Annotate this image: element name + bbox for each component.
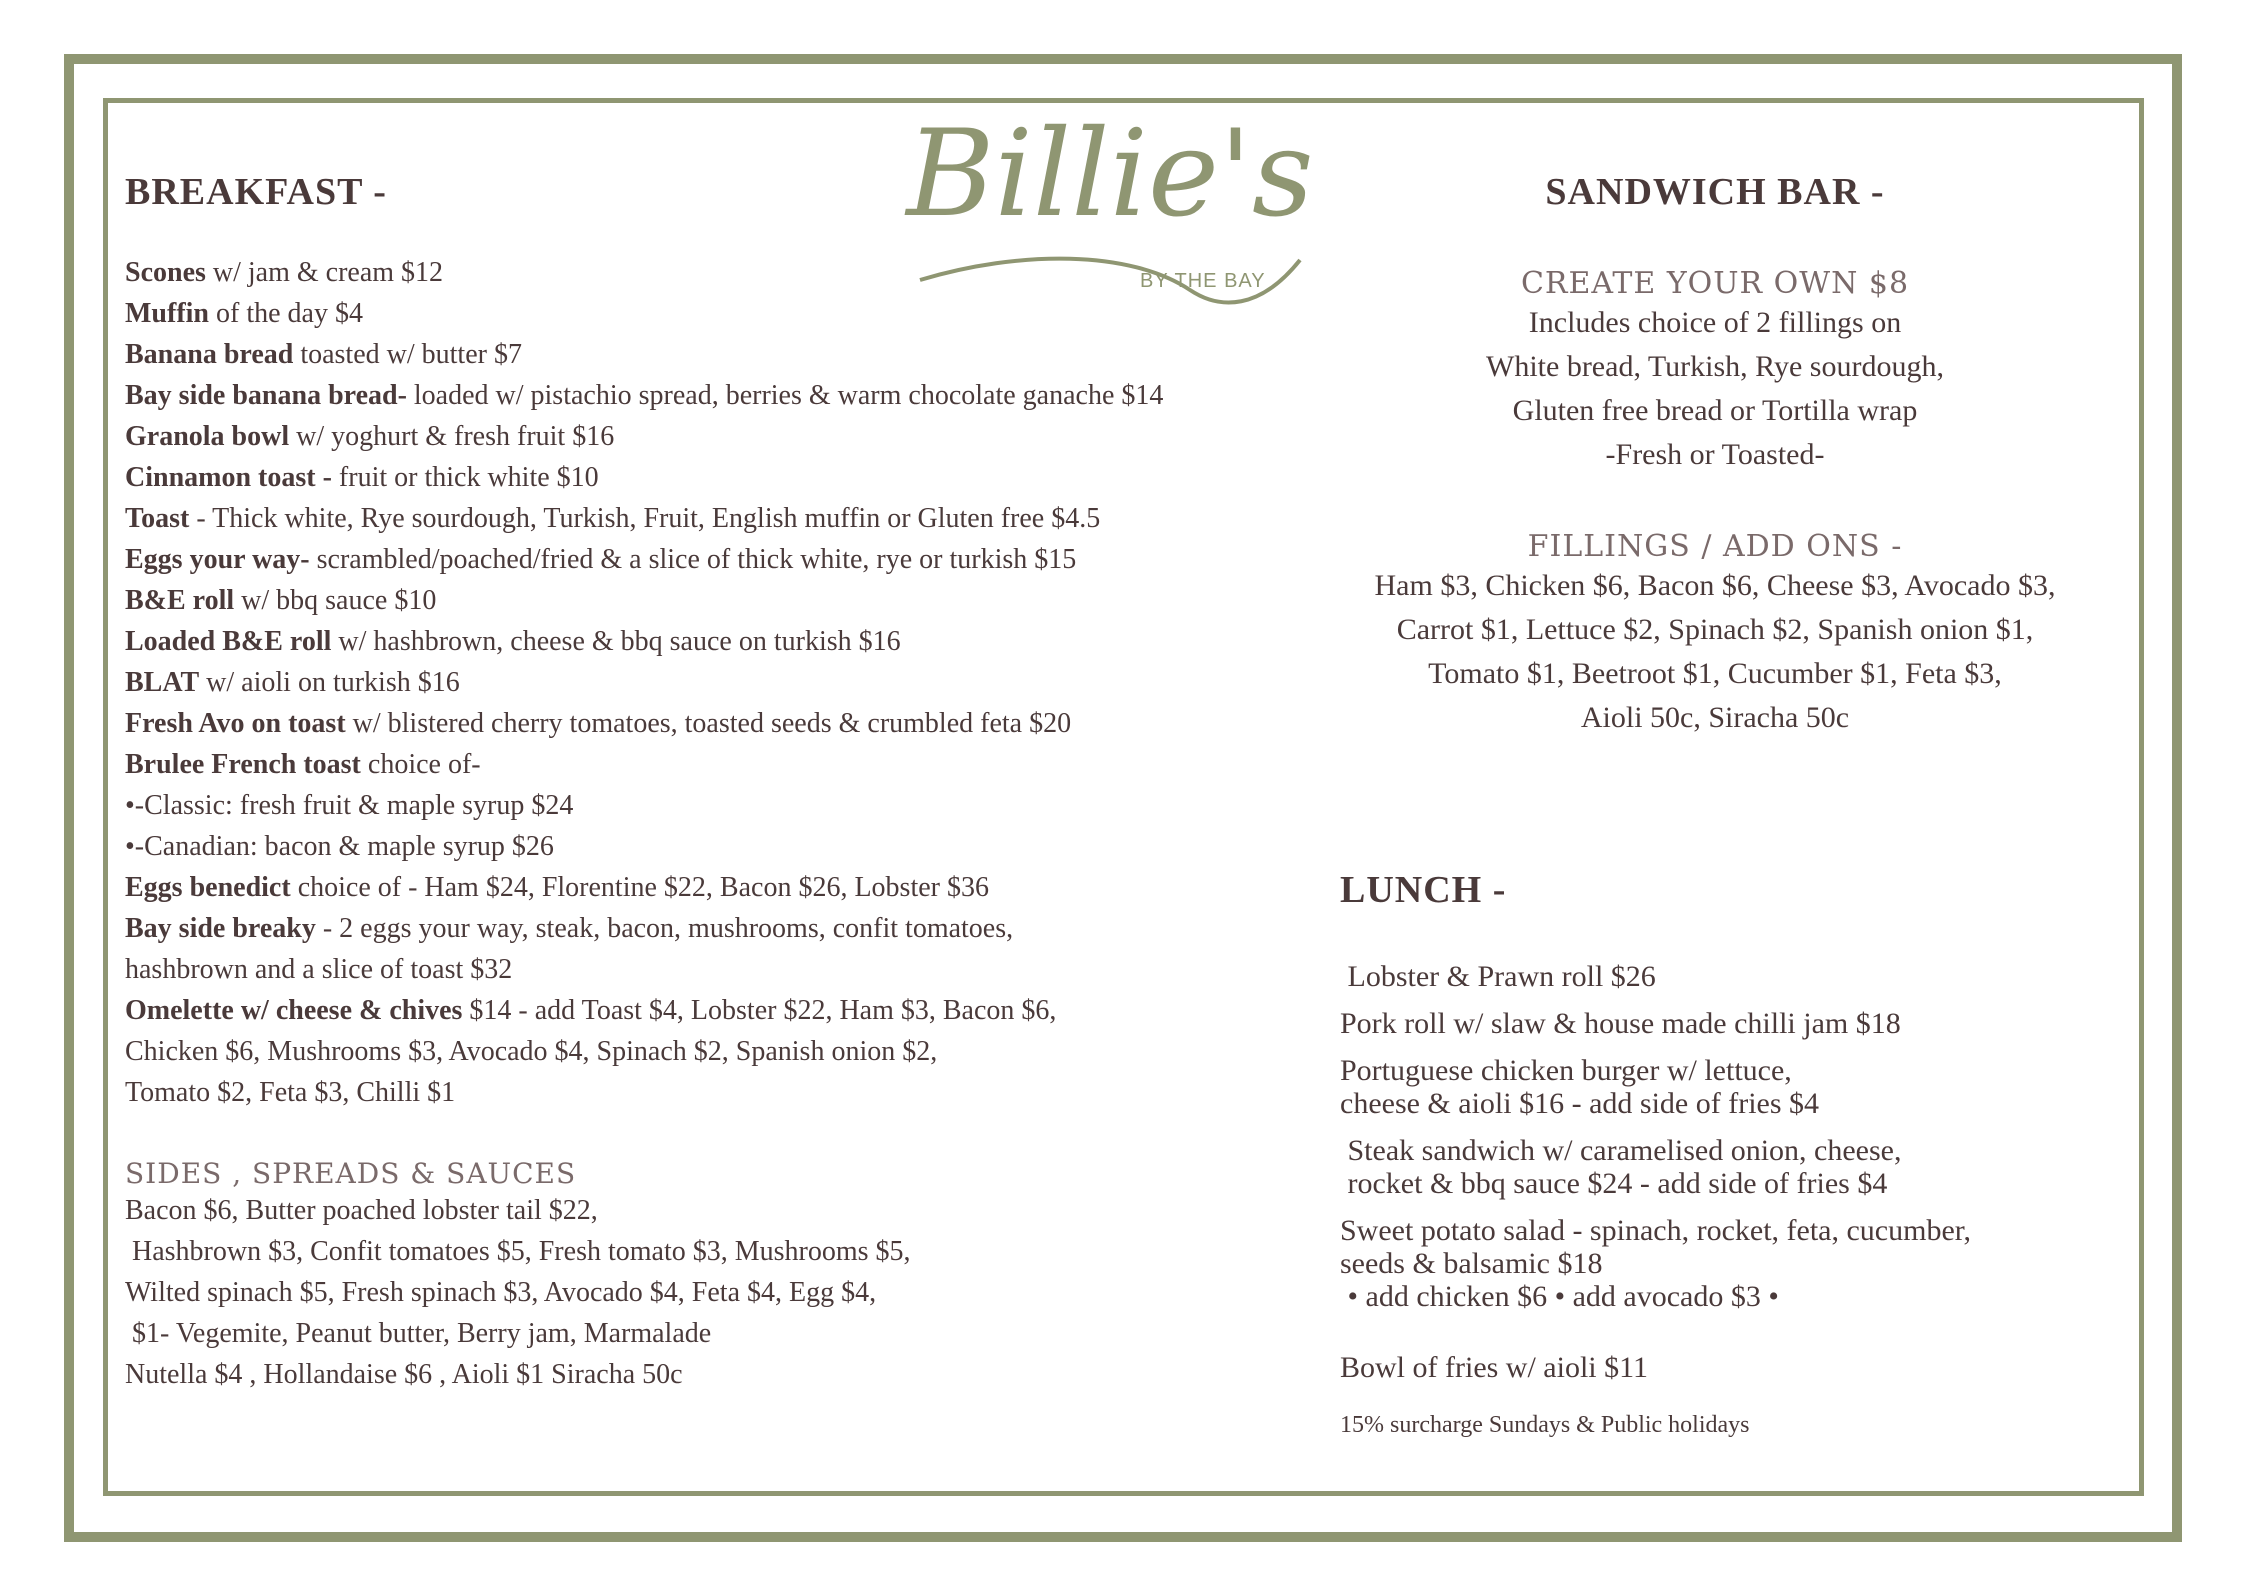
breakfast-item-name: Omelette w/ cheese & chives — [125, 995, 463, 1026]
breakfast-item-name: Brulee French toast — [125, 749, 361, 780]
breakfast-item — [125, 539, 1305, 580]
fillings-list — [1320, 564, 2110, 740]
breakfast-item — [125, 580, 1305, 621]
breakfast-item — [125, 949, 1305, 990]
breakfast-item — [125, 293, 1305, 334]
breakfast-item-name: BLAT — [125, 667, 200, 698]
filling-line: Aioli 50c, Siracha 50c — [1580, 701, 1850, 734]
breakfast-heading: BREAKFAST - — [125, 171, 387, 213]
lunch-item-line: • add chicken $6 • add avocado $3 • — [1340, 1280, 1779, 1313]
breakfast-item — [125, 1072, 1305, 1113]
lunch-item-line: cheese & aioli $16 - add side of fries $4 — [1340, 1087, 1820, 1120]
lunch-item-line: Lobster & Prawn roll $26 — [1340, 960, 1656, 993]
breakfast-list — [125, 252, 1305, 1113]
surcharge-note: 15% surcharge Sundays & Public holidays — [1340, 1412, 1750, 1438]
breakfast-item — [125, 498, 1305, 539]
sides-line: $1- Vegemite, Peanut butter, Berry jam, Marmalade — [125, 1318, 712, 1349]
breakfast-item — [125, 416, 1305, 457]
sandwich-heading: SANDWICH BAR - — [1545, 171, 1885, 213]
filling-line: Ham $3, Chicken $6, Bacon $6, Cheese $3, Avocado $3, — [1374, 569, 2056, 602]
create-line: White bread, Turkish, Rye sourdough, — [1486, 350, 1944, 383]
breakfast-item-name: Scones — [125, 257, 206, 288]
lunch-item-line: rocket & bbq sauce $24 - add side of fries $4 — [1340, 1167, 1888, 1200]
lunch-item-line: seeds & balsamic $18 — [1340, 1247, 1603, 1280]
breakfast-item — [125, 621, 1305, 662]
breakfast-item-detail: Tomato $2, Feta $3, Chilli $1 — [125, 1077, 456, 1108]
breakfast-item-detail: w/ blistered cherry tomatoes, toasted seeds & crumbled feta $20 — [345, 708, 1072, 739]
breakfast-item-name: Fresh Avo on toast — [125, 708, 346, 739]
breakfast-item-name: Eggs your way- — [125, 544, 310, 575]
logo-name: Billie's — [906, 105, 1314, 244]
breakfast-item — [125, 990, 1305, 1031]
logo-tagline: BY THE BAY — [1140, 270, 1266, 292]
lunch-heading: LUNCH - — [1340, 869, 1507, 911]
breakfast-item — [125, 375, 1305, 416]
breakfast-item-name: Bay side breaky — [125, 913, 316, 944]
filling-line: Tomato $1, Beetroot $1, Cucumber $1, Feta $3, — [1428, 657, 2002, 690]
breakfast-item-detail: toasted w/ butter $7 — [293, 339, 522, 370]
breakfast-item — [125, 785, 1305, 826]
fillings-title: FILLINGS / ADD ONS - — [1527, 529, 1903, 564]
lunch-item-line: Steak sandwich w/ caramelised onion, cheese, — [1340, 1134, 1902, 1167]
breakfast-item-name: Granola bowl — [125, 421, 290, 452]
breakfast-item-detail: hashbrown and a slice of toast $32 — [125, 954, 513, 985]
sides-line: Hashbrown $3, Confit tomatoes $5, Fresh tomato $3, Mushrooms $5, — [125, 1236, 911, 1267]
filling-line: Carrot $1, Lettuce $2, Spinach $2, Spanish onion $1, — [1396, 613, 2034, 646]
lunch-item — [1340, 1134, 2120, 1200]
breakfast-item-detail: •-Classic: fresh fruit & maple syrup $24 — [125, 790, 574, 821]
lunch-item — [1340, 1214, 2120, 1313]
sides-line: Bacon $6, Butter poached lobster tail $22, — [125, 1195, 598, 1226]
breakfast-item-name: Banana bread — [125, 339, 294, 370]
breakfast-item-detail: choice of - Ham $24, Florentine $22, Bacon $26, Lobster $36 — [290, 872, 989, 903]
breakfast-item — [125, 744, 1305, 785]
breakfast-item-detail: w/ hashbrown, cheese & bbq sauce on turkish $16 — [331, 626, 901, 657]
lunch-item — [1340, 1054, 2120, 1120]
sides-line: Wilted spinach $5, Fresh spinach $3, Avocado $4, Feta $4, Egg $4, — [125, 1277, 877, 1308]
breakfast-item-detail: w/ jam & cream $12 — [205, 257, 444, 288]
create-line: Includes choice of 2 fillings on — [1528, 306, 1902, 339]
lunch-item-line: Portuguese chicken burger w/ lettuce, — [1340, 1054, 1792, 1087]
breakfast-item — [125, 908, 1305, 949]
lunch-section — [1340, 868, 2120, 1439]
lunch-item — [1340, 1351, 2120, 1384]
breakfast-item-detail: w/ bbq sauce $10 — [234, 585, 437, 616]
create-your-own-title: CREATE YOUR OWN $8 — [1520, 266, 1910, 301]
create-line: Gluten free bread or Tortilla wrap — [1512, 394, 1918, 427]
lunch-item-line: Sweet potato salad - spinach, rocket, feta, cucumber, — [1340, 1214, 1972, 1247]
lunch-item-line: Pork roll w/ slaw & house made chilli jam $18 — [1340, 1007, 1901, 1040]
breakfast-item-detail: w/ aioli on turkish $16 — [199, 667, 460, 698]
sides-line: Nutella $4 , Hollandaise $6 , Aioli $1 Siracha 50c — [125, 1359, 683, 1390]
sides-heading: SIDES , SPREADS & SAUCES — [125, 1157, 577, 1190]
breakfast-item-detail: Chicken $6, Mushrooms $3, Avocado $4, Spinach $2, Spanish onion $2, — [125, 1036, 938, 1067]
breakfast-item-detail: - Thick white, Rye sourdough, Turkish, Fruit, English muffin or Gluten free $4.5 — [189, 503, 1101, 534]
breakfast-item — [125, 703, 1305, 744]
breakfast-item-detail: - 2 eggs your way, steak, bacon, mushrooms, confit tomatoes, — [315, 913, 1014, 944]
lunch-item — [1340, 960, 2120, 993]
breakfast-item — [125, 334, 1305, 375]
breakfast-item-detail: fruit or thick white $10 — [331, 462, 599, 493]
breakfast-item-detail: scrambled/poached/fried & a slice of thick white, rye or turkish $15 — [309, 544, 1077, 575]
breakfast-item — [125, 826, 1305, 867]
breakfast-item — [125, 252, 1305, 293]
lunch-item — [1340, 1007, 2120, 1040]
breakfast-item-detail: w/ yoghurt & fresh fruit $16 — [289, 421, 615, 452]
breakfast-item — [125, 1031, 1305, 1072]
breakfast-item-detail: of the day $4 — [209, 298, 363, 329]
breakfast-item-name: Loaded B&E roll — [125, 626, 332, 657]
breakfast-item — [125, 457, 1305, 498]
breakfast-item-name: Cinnamon toast - — [125, 462, 332, 493]
sides-list — [125, 1190, 1305, 1395]
lunch-list — [1340, 960, 2120, 1384]
breakfast-item — [125, 662, 1305, 703]
breakfast-item-name: Bay side banana bread- — [125, 380, 407, 411]
lunch-item-line: Bowl of fries w/ aioli $11 — [1340, 1351, 1649, 1384]
breakfast-item — [125, 867, 1305, 908]
breakfast-item-detail: •-Canadian: bacon & maple syrup $26 — [125, 831, 554, 862]
create-your-own-list — [1320, 301, 2110, 477]
breakfast-item-name: B&E roll — [125, 585, 235, 616]
breakfast-item-name: Toast — [125, 503, 190, 534]
breakfast-item-detail: choice of- — [360, 749, 481, 780]
breakfast-section — [125, 170, 1305, 1395]
breakfast-item-detail: loaded w/ pistachio spread, berries & warm chocolate ganache $14 — [406, 380, 1164, 411]
create-line: -Fresh or Toasted- — [1605, 438, 1825, 471]
breakfast-item-detail: $14 - add Toast $4, Lobster $22, Ham $3, Bacon $6, — [462, 995, 1057, 1026]
sandwich-section — [1320, 170, 2110, 740]
breakfast-item-name: Eggs benedict — [125, 872, 291, 903]
breakfast-item-name: Muffin — [125, 298, 209, 329]
